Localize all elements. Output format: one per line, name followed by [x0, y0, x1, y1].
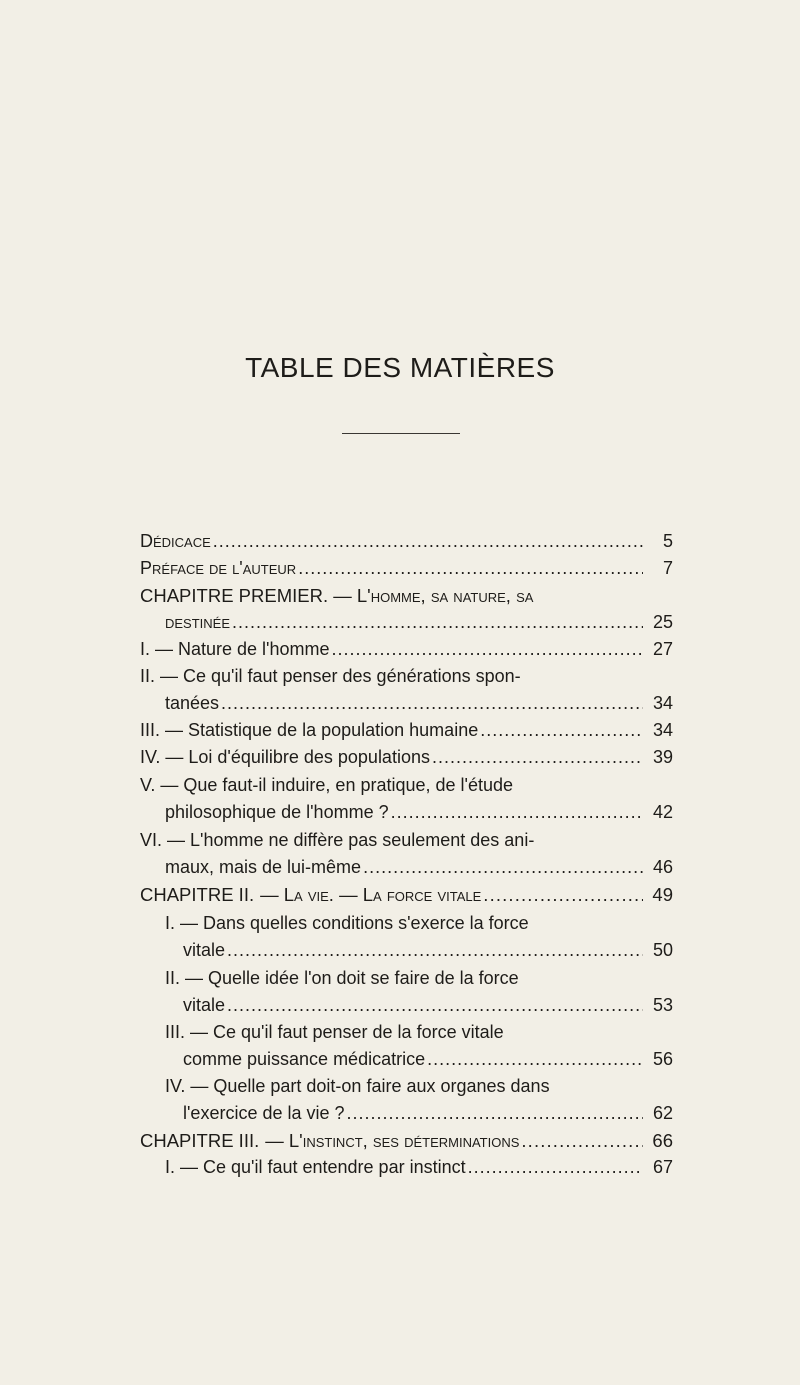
toc-entry-title-continued: vitale [183, 940, 226, 960]
chapter-title: — L'instinct, ses déterminations [265, 1130, 520, 1151]
toc-entry-title: I. — Ce qu'il faut entendre par instinct [165, 1157, 466, 1177]
toc-entry-page: 46 [652, 857, 673, 877]
toc-entry-page: 62 [652, 1103, 673, 1123]
toc-entry-title: III. — Statistique de la population humaine [140, 720, 479, 740]
toc-entry-title: II. — Ce qu'il faut penser des générations spon- [140, 666, 521, 686]
toc-entry-page: 42 [652, 802, 673, 822]
chapter-title: — La vie. — La force vitale [260, 884, 482, 905]
toc-entry-title: I. — Dans quelles conditions s'exerce la force [165, 913, 529, 933]
toc-entry-page: 39 [652, 747, 673, 767]
dot-leader [363, 854, 643, 880]
toc-entry-title: IV. — Quelle part doit-on faire aux organes dans [165, 1076, 550, 1096]
toc-entry-page: 5 [662, 531, 673, 551]
toc-entry-page: 25 [652, 612, 673, 632]
toc-entry-page: 66 [652, 1130, 673, 1151]
toc-entry-title: I. — Nature de l'homme [140, 639, 330, 659]
dot-leader [480, 717, 643, 743]
toc-entry-title-continued: philosophique de l'homme ? [165, 802, 389, 822]
toc-entry-title-continued: maux, mais de lui-même [165, 857, 362, 877]
dot-leader [227, 937, 643, 963]
dot-leader [227, 992, 643, 1018]
chapter-title-continued: destinée [165, 612, 231, 632]
toc-entry-title-continued: tanées [165, 693, 220, 713]
dot-leader [298, 555, 643, 581]
dot-leader [468, 1154, 643, 1180]
dot-leader [427, 1046, 643, 1072]
page-title: TABLE DES MATIÈRES [245, 352, 555, 383]
toc-entry-title-continued: comme puissance médicatrice [183, 1049, 426, 1069]
dot-leader [213, 528, 643, 554]
dot-leader [521, 1128, 643, 1154]
toc-entry-page: 34 [652, 720, 673, 740]
dot-leader [391, 799, 643, 825]
chapter-label: CHAPITRE II. [140, 884, 255, 905]
toc-entry-page: 27 [652, 639, 673, 659]
dot-leader [432, 744, 643, 770]
toc-entry-title: Préface de l'auteur [140, 558, 297, 578]
chapter-title: — L'homme, sa nature, sa [333, 585, 534, 606]
toc-entry-title: VI. — L'homme ne diffère pas seulement des ani- [140, 830, 535, 850]
chapter-label: CHAPITRE PREMIER. [140, 585, 329, 606]
toc-entry-title-continued: vitale [183, 995, 226, 1015]
toc-entry-page: 53 [652, 995, 673, 1015]
toc-entry-title: IV. — Loi d'équilibre des populations [140, 747, 430, 767]
toc-entry-title: Dédicace [140, 531, 211, 551]
toc-entry-page: 50 [652, 940, 673, 960]
toc-entry-page: 34 [652, 693, 673, 713]
dot-leader [221, 690, 643, 716]
toc-entry-title: II. — Quelle idée l'on doit se faire de la force [165, 968, 519, 988]
dot-leader [332, 636, 643, 662]
toc-entry-title: V. — Que faut-il induire, en pratique, de l'étude [140, 775, 514, 795]
toc-entry-title-continued: l'exercice de la vie ? [183, 1103, 345, 1123]
dot-leader [483, 882, 643, 908]
chapter-label: CHAPITRE III. [140, 1130, 260, 1151]
toc-entry-page: 7 [662, 558, 673, 578]
dot-leader [347, 1100, 643, 1126]
toc-entry-page: 67 [652, 1157, 673, 1177]
toc-entry-title: III. — Ce qu'il faut penser de la force vitale [165, 1022, 504, 1042]
toc-entry-page: 56 [652, 1049, 673, 1069]
toc-entry-page: 49 [652, 884, 673, 905]
dot-leader [232, 609, 643, 635]
title-divider [342, 433, 460, 434]
